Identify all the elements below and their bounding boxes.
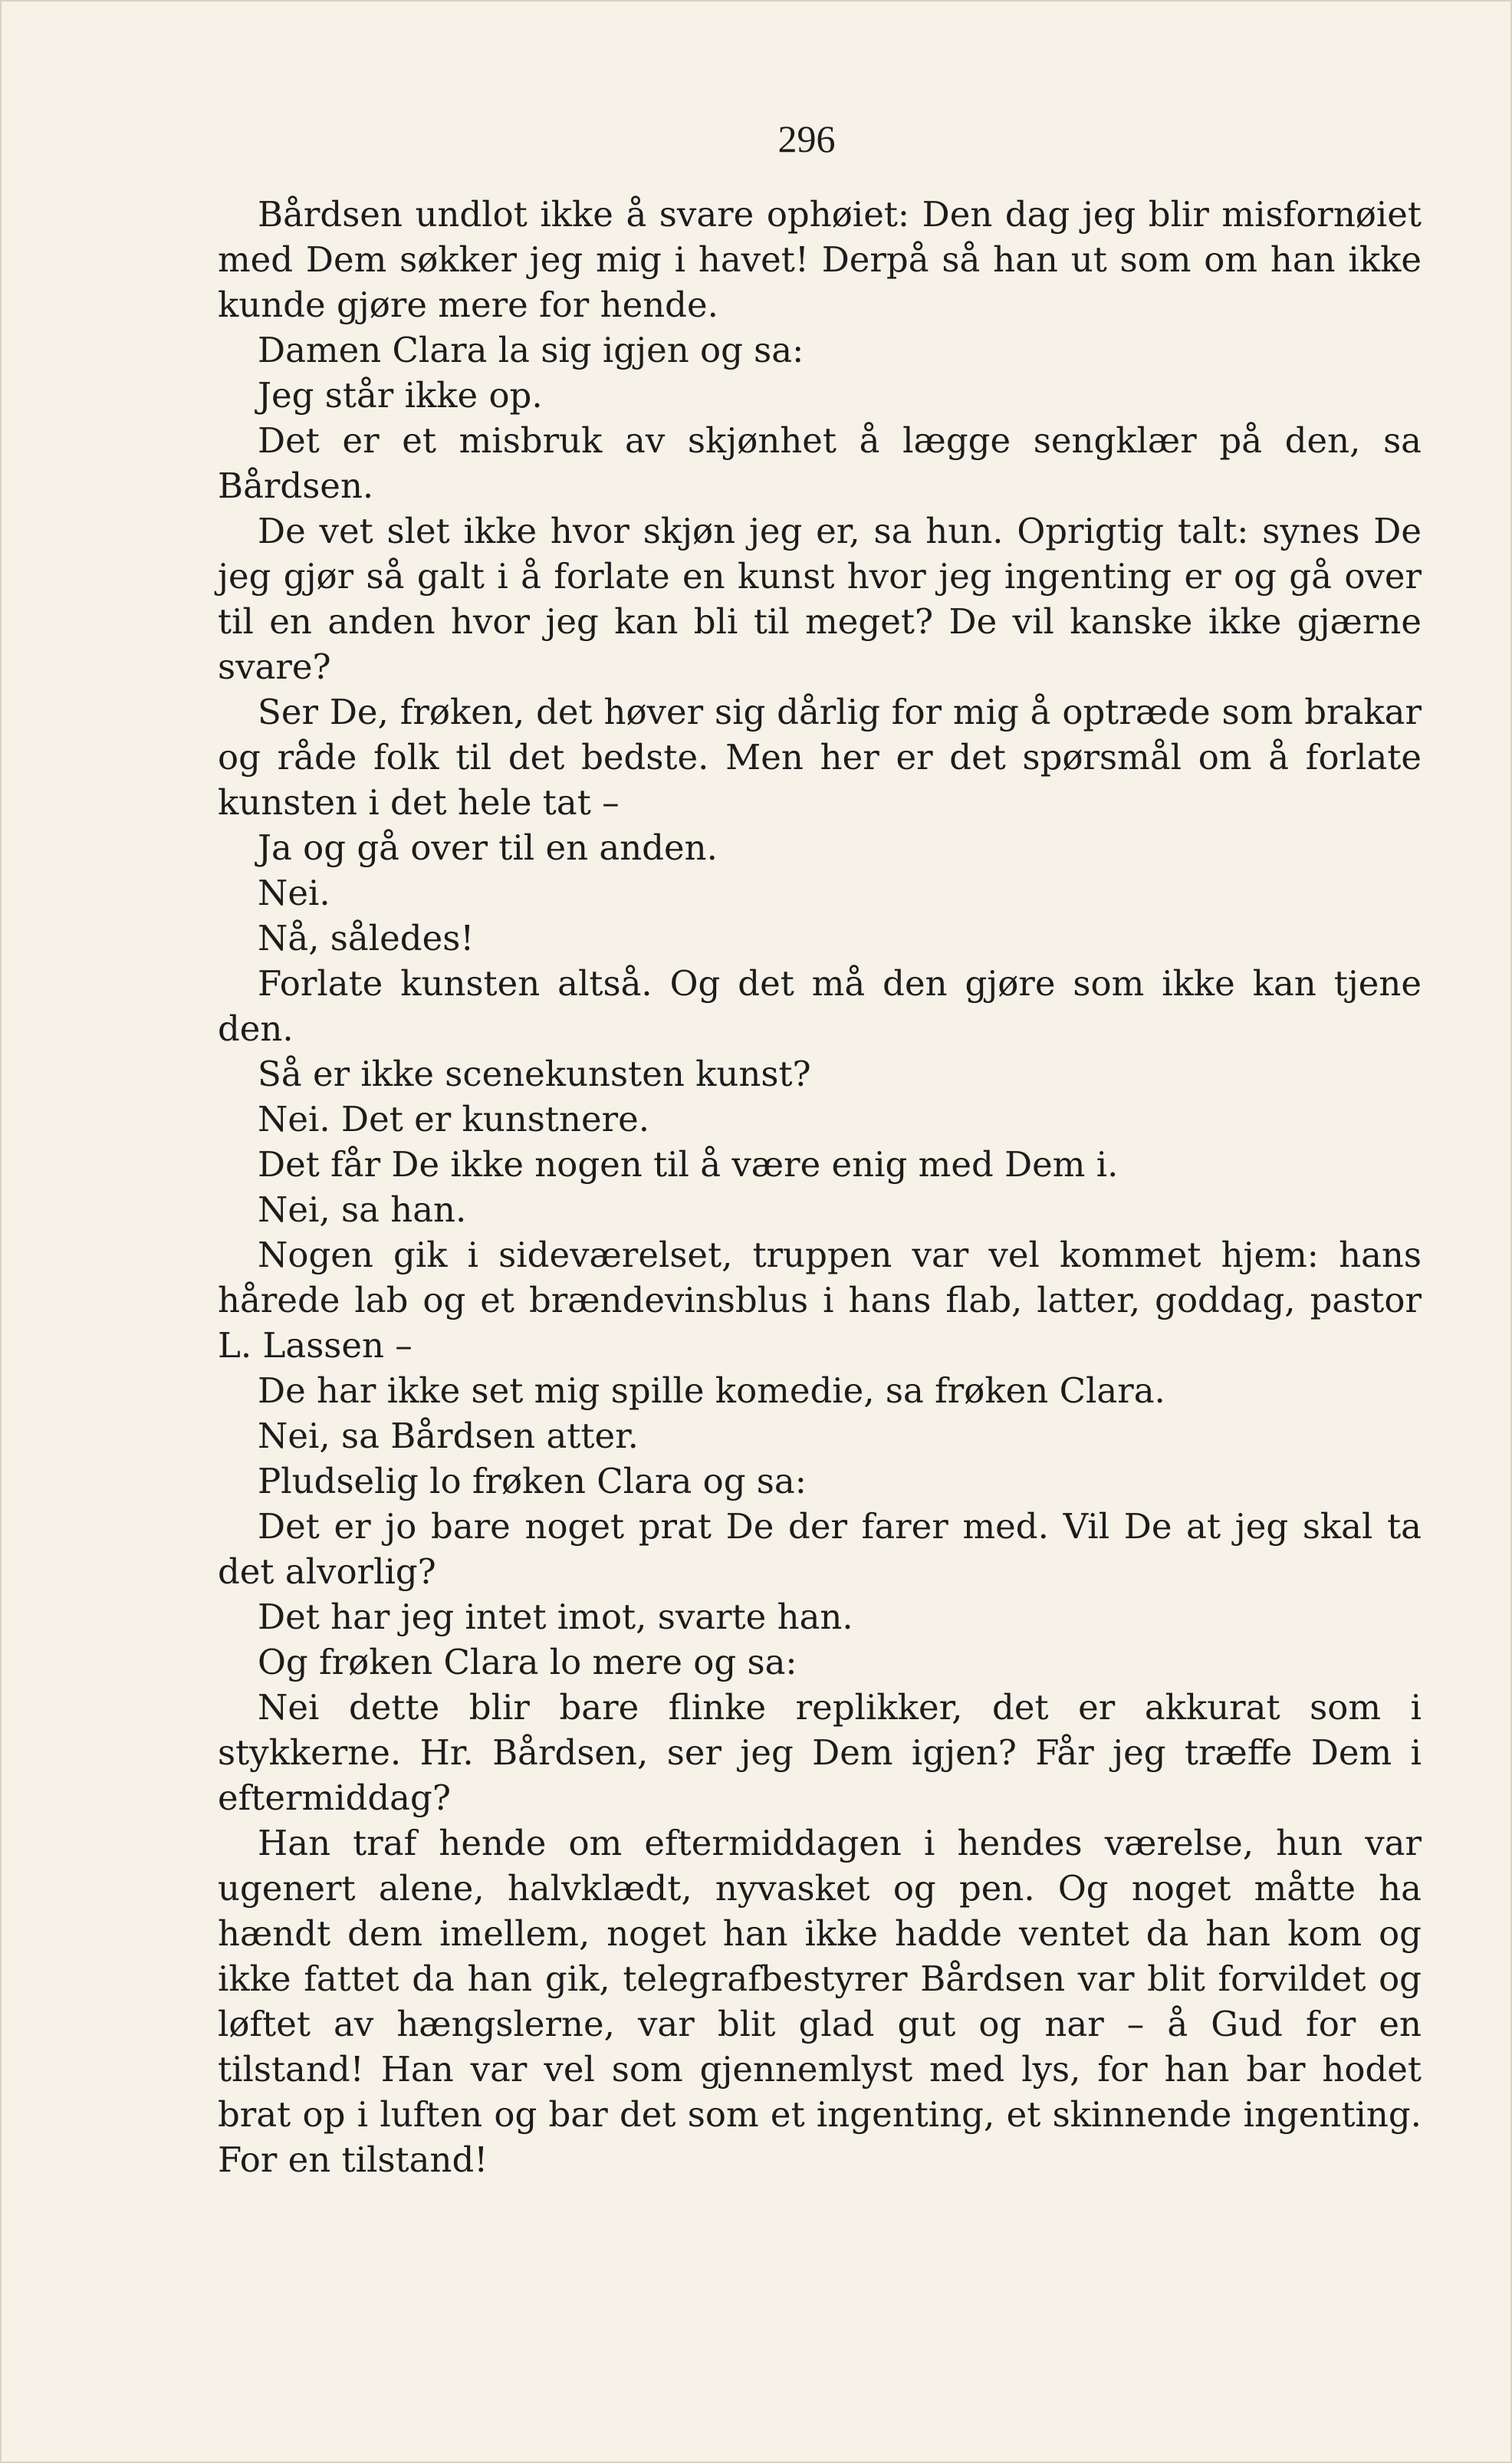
paragraph: Nei dette blir bare flinke replikker, det er akkurat som i stykkerne. Hr. Bårdsen, ser jeg Dem igjen? Får jeg træffe Dem i eftermiddag?: [218, 1687, 1422, 1818]
body-text: [218, 192, 1422, 2182]
paragraph: Nei. Det er kunstnere.: [258, 1099, 650, 1139]
paragraph: De vet slet ikke hvor skjøn jeg er, sa hun. Oprigtig talt: synes De jeg gjør så galt i å forlate en kunst hvor jeg ingenting er og gå over til en anden hvor jeg kan bli til meget? De vil kanske ikke gjærne svare?: [218, 511, 1422, 687]
paragraph: Han traf hende om eftermiddagen i hendes værelse, hun var ugenert alene, halvklædt, nyvasket og pen. Og noget måtte ha hændt dem imellem, noget han ikke hadde ventet da han kom og ikke fattet da han gik, telegrafbestyrer Bårdsen var blit forvildet og løftet av hængslerne, var blit glad gut og nar – å Gud for en tilstand! Han var vel som gjennemlyst med lys, for han bar hodet brat op i luften og bar det som et ingenting, et skinnende ingenting. For en tilstand!: [218, 1823, 1422, 2180]
paragraph: Det har jeg intet imot, svarte han.: [258, 1597, 853, 1637]
paragraph: Det får De ikke nogen til å være enig med Dem i.: [258, 1144, 1119, 1185]
paragraph: Pludselig lo frøken Clara og sa:: [258, 1461, 807, 1501]
paragraph: De har ikke set mig spille komedie, sa frøken Clara.: [258, 1370, 1165, 1411]
paragraph: Så er ikke scenekunsten kunst?: [258, 1054, 811, 1094]
paragraph: Jeg står ikke op.: [258, 375, 543, 416]
paragraph: Ja og gå over til en anden.: [258, 827, 718, 868]
paragraph: Nei.: [258, 873, 330, 913]
paragraph: Ser De, frøken, det høver sig dårlig for mig å optræde som brakar og råde folk til det bedste. Men her er det spørsmål om å forlate kunsten i det hele tat –: [218, 692, 1422, 823]
paragraph: Det er jo bare noget prat De der farer med. Vil De at jeg skal ta det alvorlig?: [218, 1506, 1422, 1592]
paragraph: Det er et misbruk av skjønhet å lægge sengklær på den, sa Bårdsen.: [218, 420, 1422, 506]
paragraph: Og frøken Clara lo mere og sa:: [258, 1642, 797, 1682]
paragraph: Bårdsen undlot ikke å svare ophøiet: Den dag jeg blir misfornøiet med Dem søkker jeg mig i havet! Derpå så han ut som om han ikke kunde gjøre mere for hende.: [218, 194, 1422, 325]
paragraph: Damen Clara la sig igjen og sa:: [258, 330, 804, 370]
paragraph: Nei, sa han.: [258, 1189, 467, 1230]
paragraph: Nogen gik i sideværelset, truppen var vel kommet hjem: hans hårede lab og et brændevinsblus i hans flab, latter, goddag, pastor L. Lassen –: [218, 1235, 1422, 1366]
paragraph: Nei, sa Bårdsen atter.: [258, 1416, 639, 1456]
paragraph: Forlate kunsten altså. Og det må den gjøre som ikke kan tjene den.: [218, 963, 1422, 1049]
paragraph: Nå, således!: [258, 918, 475, 959]
page-number: 296: [777, 117, 836, 160]
